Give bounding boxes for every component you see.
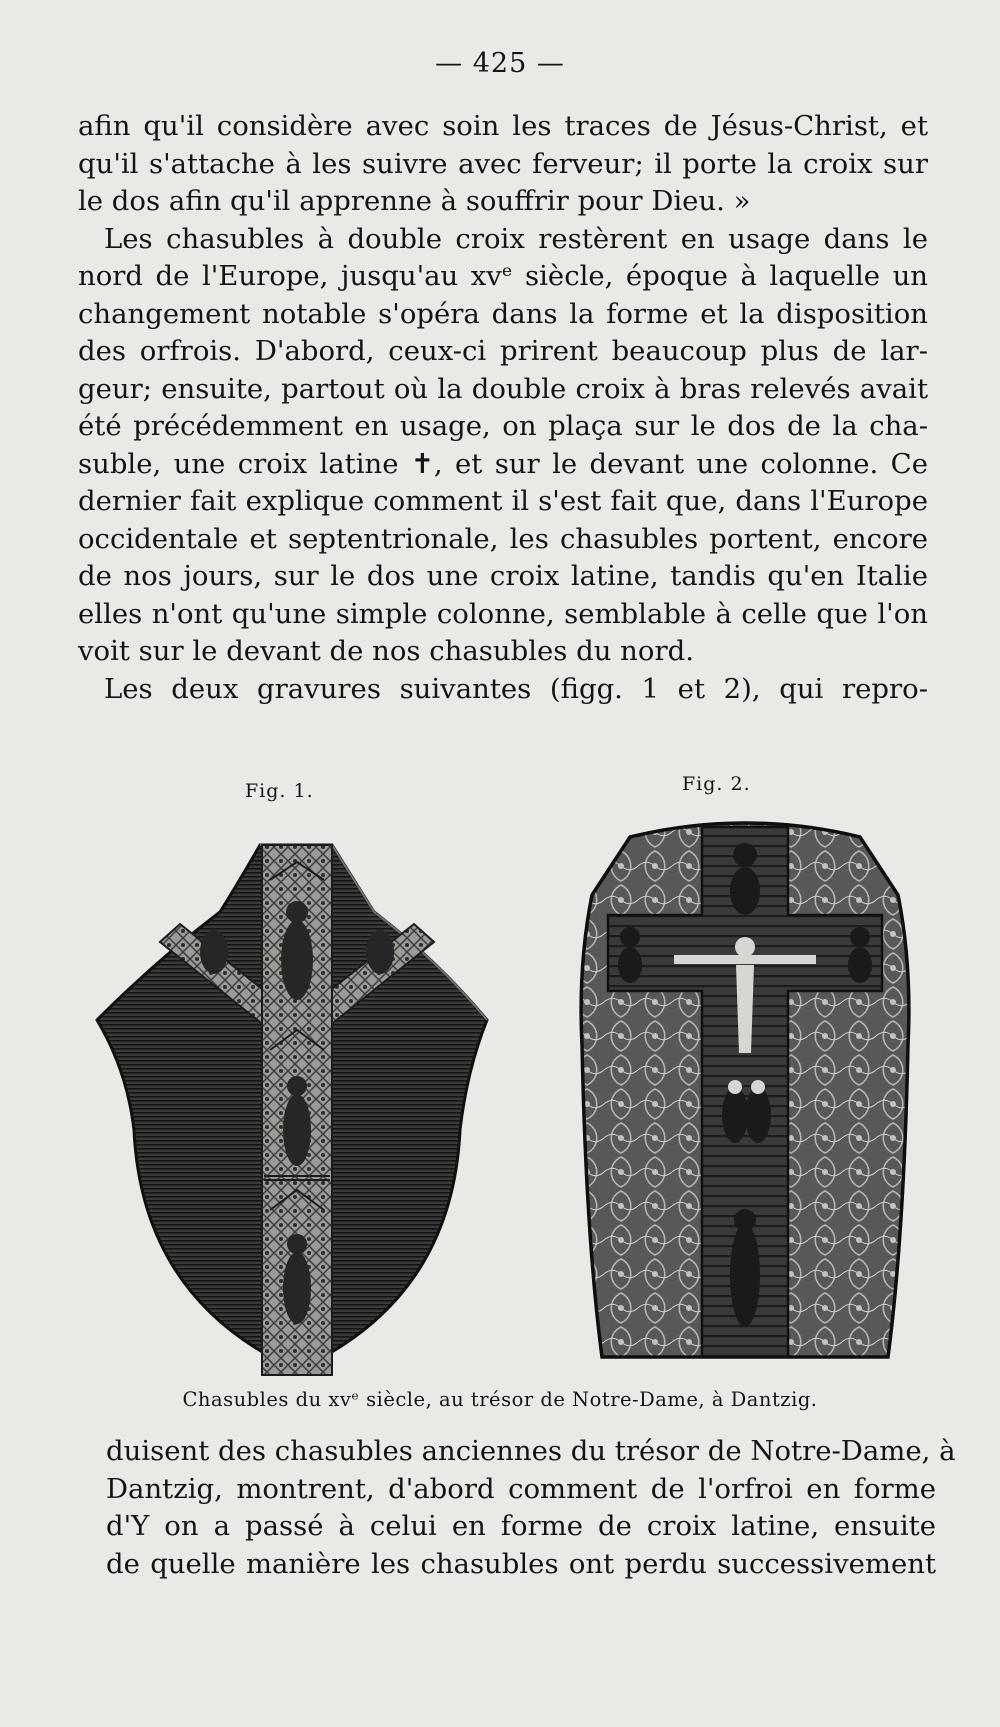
text-line: dernier fait explique comment il s'est fait que, dans l'Europe — [78, 485, 928, 517]
text-line: elles n'ont qu'une simple colonne, semblable à celle que l'on — [78, 597, 928, 630]
chasuble-y-orphrey-illustration — [92, 840, 502, 1380]
text-line: des orfrois. D'abord, ceux-ci prirent beaucoup plus de lar- — [78, 335, 928, 367]
text-line: occidentale et septentrionale, les chasubles portent, encore — [78, 522, 928, 555]
figure-caption: Chasubles du xvᵉ siècle, au trésor de Notre-Dame, à Dantzig. — [182, 1388, 818, 1411]
text-line: changement notable s'opéra dans la forme et la disposition — [78, 297, 928, 330]
text-line: Les deux gravures suivantes (figg. 1 et 2), qui repro- — [104, 672, 928, 705]
text-line: de nos jours, sur le dos une croix latine, tandis qu'en Italie — [78, 560, 928, 592]
text-line: été précédemment en usage, on plaça sur le dos de la cha- — [78, 410, 928, 442]
text-line: suble, une croix latine ✝, et sur le devant une colonne. Ce — [78, 447, 928, 480]
top-paragraph — [78, 108, 928, 708]
bottom-paragraph — [106, 1433, 956, 1583]
figure-2-label: Fig. 2. — [682, 773, 751, 795]
text-line: le dos afin qu'il apprenne à souffrir pour Dieu. » — [78, 185, 751, 217]
chasuble-latin-cross-illustration — [570, 815, 920, 1370]
page-number: — 425 — — [435, 48, 565, 79]
text-line: voit sur le devant de nos chasubles du nord. — [78, 635, 694, 667]
text-line: geur; ensuite, partout où la double croix à bras relevés avait — [78, 372, 928, 405]
text-line: d'Y on a passé à celui en forme de croix latine, ensuite — [106, 1510, 936, 1542]
text-line: afin qu'il considère avec soin les traces de Jésus-Christ, et — [78, 110, 928, 142]
text-line: nord de l'Europe, jusqu'au xvᵉ siècle, époque à laquelle un — [78, 260, 928, 292]
text-line: de quelle manière les chasubles ont perdu successivement — [106, 1547, 936, 1580]
text-line: duisent des chasubles anciennes du trésor de Notre-Dame, à — [106, 1435, 956, 1467]
text-line: Les chasubles à double croix restèrent en usage dans le — [104, 222, 928, 255]
text-line: qu'il s'attache à les suivre avec ferveur; il porte la croix sur — [78, 147, 928, 180]
figure-1-label: Fig. 1. — [245, 780, 314, 802]
text-line: Dantzig, montrent, d'abord comment de l'orfroi en forme — [106, 1472, 936, 1505]
